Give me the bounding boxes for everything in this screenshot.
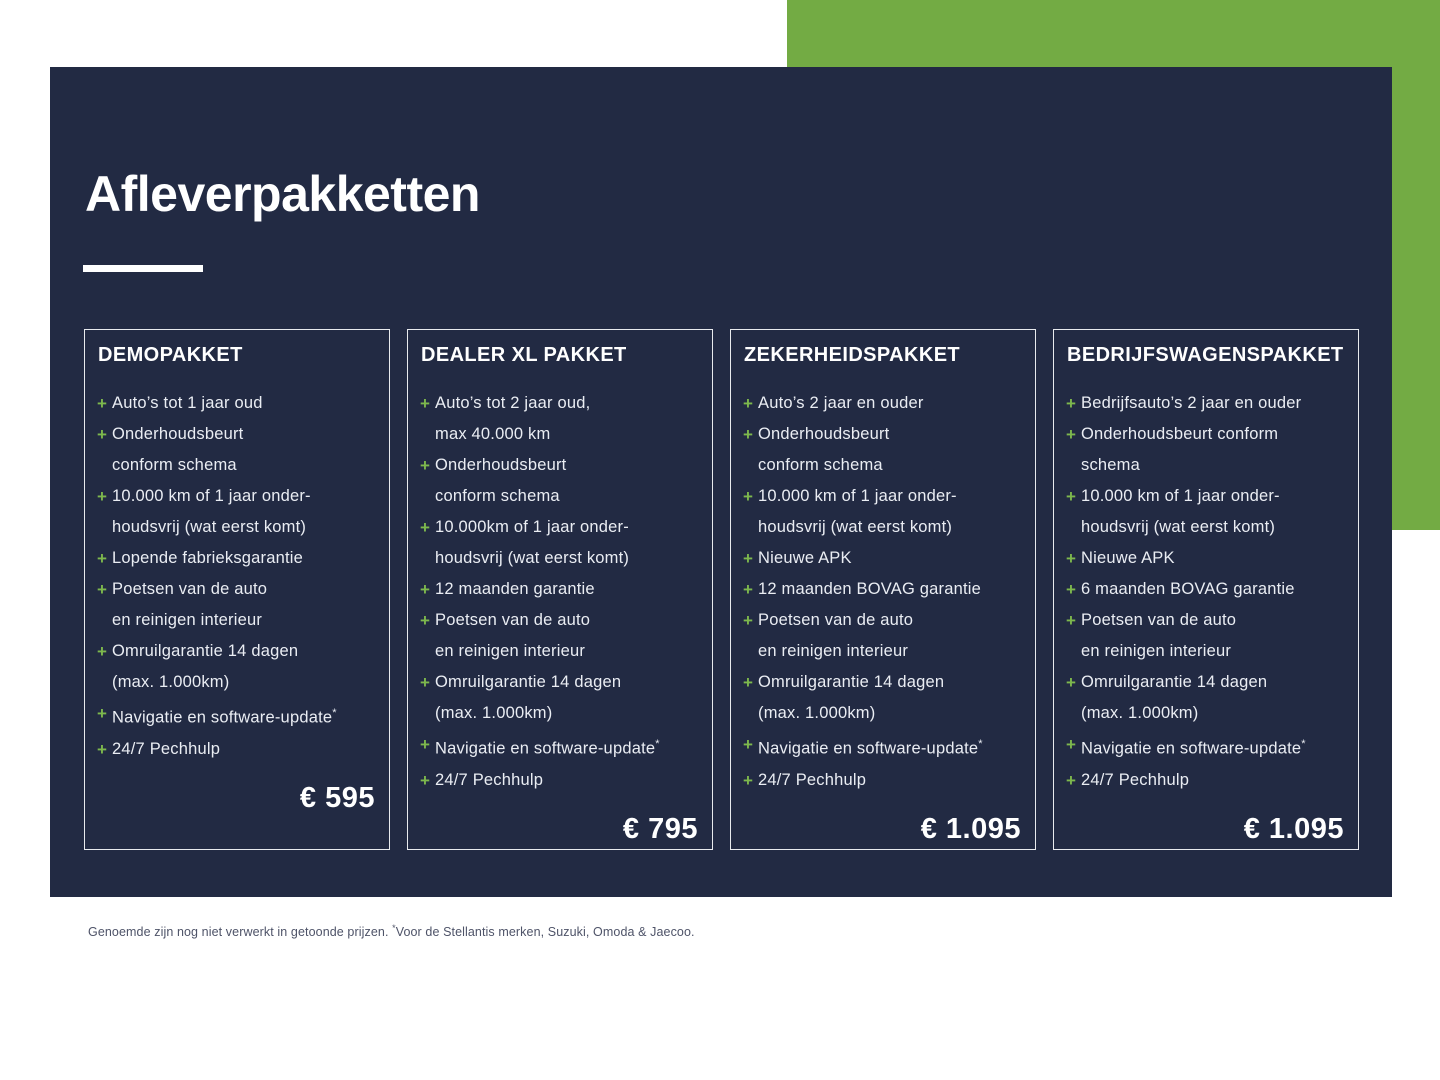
feature-text: [435, 574, 595, 605]
package-feature: [743, 574, 1023, 605]
package-feature: [743, 481, 1023, 543]
feature-line: Onderhoudsbeurt: [435, 456, 567, 474]
feature-text: [112, 543, 303, 574]
feature-line: 24/7 Pechhulp: [758, 770, 867, 789]
feature-line: Auto’s tot 2 jaar oud,: [435, 394, 591, 412]
feature-line: Onderhoudsbeurt: [112, 425, 244, 443]
feature-line: Omruilgarantie 14 dagen: [758, 673, 945, 691]
feature-line: 12 maanden garantie: [435, 580, 595, 598]
plus-icon: +: [1066, 770, 1076, 790]
feature-line: 10.000 km of 1 jaar onder-: [758, 487, 957, 505]
plus-icon: +: [1066, 394, 1076, 413]
package-feature: [743, 543, 1023, 574]
feature-line: houdsvrij (wat eerst komt): [758, 518, 953, 536]
package-feature: [1066, 481, 1346, 543]
feature-text: [435, 667, 621, 729]
plus-icon: +: [743, 580, 753, 599]
feature-line: houdsvrij (wat eerst komt): [1081, 518, 1276, 536]
feature-text: [1081, 574, 1295, 605]
feature-text: [1081, 388, 1301, 419]
plus-icon: +: [743, 770, 753, 790]
feature-line: Poetsen van de auto: [112, 580, 268, 598]
package-feature: [1066, 419, 1346, 481]
package-feature: [743, 667, 1023, 729]
package-feature-list: [97, 388, 377, 765]
feature-line: en reinigen interieur: [758, 642, 909, 660]
feature-line: Auto’s 2 jaar en ouder: [758, 394, 924, 412]
feature-line: (max. 1.000km): [1081, 704, 1199, 722]
plus-icon: +: [420, 580, 430, 599]
package-feature-list: [1066, 388, 1346, 796]
package-feature: [1066, 388, 1346, 419]
feature-line: Navigatie en software-update*: [435, 738, 660, 758]
feature-line: Onderhoudsbeurt conform: [1081, 425, 1279, 443]
feature-line: conform schema: [758, 456, 883, 474]
package-price: € 795: [622, 812, 698, 845]
feature-asterisk: *: [332, 707, 337, 719]
package-title: DEALER XL PAKKET: [421, 344, 627, 366]
feature-asterisk: *: [655, 738, 660, 750]
feature-text: [1081, 419, 1278, 481]
plus-icon: +: [97, 580, 107, 599]
plus-icon: +: [743, 394, 753, 413]
plus-icon: +: [1066, 549, 1076, 568]
package-feature: [420, 512, 700, 574]
feature-text: [1081, 543, 1175, 574]
feature-text: [112, 481, 311, 543]
package-feature: [97, 388, 377, 419]
feature-asterisk: *: [1301, 738, 1306, 750]
package-card: [407, 329, 713, 850]
plus-icon: +: [743, 425, 753, 444]
feature-line: Nieuwe APK: [758, 549, 852, 567]
package-price: € 595: [299, 781, 375, 814]
feature-line: Omruilgarantie 14 dagen: [112, 642, 299, 660]
feature-text: [435, 388, 590, 450]
feature-line: en reinigen interieur: [435, 642, 586, 660]
feature-text: [435, 450, 566, 512]
feature-text: [112, 574, 267, 636]
feature-line: max 40.000 km: [435, 425, 551, 443]
plus-icon: +: [97, 425, 107, 444]
footnote-text-pre: Genoemde zijn nog niet verwerkt in getoonde prijzen.: [88, 925, 393, 940]
package-feature: [743, 388, 1023, 419]
plus-icon: +: [1066, 735, 1076, 754]
feature-text: [758, 605, 913, 667]
plus-icon: +: [97, 739, 107, 759]
package-feature: [743, 729, 1023, 765]
footnote: [88, 923, 695, 939]
feature-text: [435, 605, 590, 667]
feature-text: [1081, 667, 1267, 729]
package-feature: [97, 636, 377, 698]
package-card: [1053, 329, 1359, 850]
feature-line: Navigatie en software-update*: [758, 738, 983, 758]
feature-line: 10.000 km of 1 jaar onder-: [1081, 487, 1280, 505]
package-cards: [84, 329, 1359, 850]
feature-text: [758, 574, 981, 605]
feature-text: [758, 388, 924, 419]
package-feature: [97, 543, 377, 574]
content-panel: [50, 67, 1392, 897]
plus-icon: +: [420, 456, 430, 475]
feature-text: [1081, 729, 1306, 765]
feature-text: [112, 388, 263, 419]
package-feature: [743, 765, 1023, 796]
feature-line: Omruilgarantie 14 dagen: [435, 673, 622, 691]
package-feature: [1066, 667, 1346, 729]
feature-text: [435, 765, 543, 796]
package-feature: [420, 605, 700, 667]
package-feature: [420, 729, 700, 765]
feature-text: [435, 729, 660, 765]
plus-icon: +: [97, 642, 107, 661]
feature-text: [758, 667, 944, 729]
feature-line: 12 maanden BOVAG garantie: [758, 580, 981, 598]
package-feature: [743, 419, 1023, 481]
plus-icon: +: [420, 518, 430, 537]
feature-line: conform schema: [112, 456, 237, 474]
feature-line: 24/7 Pechhulp: [112, 739, 221, 758]
feature-line: Auto’s tot 1 jaar oud: [112, 394, 263, 412]
package-feature: [420, 450, 700, 512]
package-card: [730, 329, 1036, 850]
plus-icon: +: [420, 394, 430, 413]
package-feature: [97, 574, 377, 636]
feature-text: [758, 419, 889, 481]
feature-line: Omruilgarantie 14 dagen: [1081, 673, 1268, 691]
plus-icon: +: [1066, 487, 1076, 506]
plus-icon: +: [743, 487, 753, 506]
feature-line: 24/7 Pechhulp: [1081, 770, 1190, 789]
plus-icon: +: [743, 611, 753, 630]
plus-icon: +: [1066, 580, 1076, 599]
feature-line: 6 maanden BOVAG garantie: [1081, 580, 1295, 598]
feature-line: Navigatie en software-update*: [1081, 738, 1306, 758]
feature-text: [1081, 605, 1236, 667]
footnote-asterisk: *: [392, 923, 396, 933]
feature-line: conform schema: [435, 487, 560, 505]
feature-line: Lopende fabrieksgarantie: [112, 549, 304, 567]
package-feature: [97, 698, 377, 734]
feature-line: 10.000km of 1 jaar onder-: [435, 518, 629, 536]
package-feature: [420, 765, 700, 796]
package-feature: [97, 419, 377, 481]
feature-text: [112, 734, 220, 765]
package-feature: [1066, 574, 1346, 605]
plus-icon: +: [97, 394, 107, 413]
feature-line: Onderhoudsbeurt: [758, 425, 890, 443]
package-feature: [1066, 729, 1346, 765]
package-card: [84, 329, 390, 850]
package-feature-list: [420, 388, 700, 796]
package-feature: [1066, 543, 1346, 574]
feature-text: [1081, 765, 1189, 796]
package-feature: [1066, 765, 1346, 796]
package-feature: [420, 574, 700, 605]
package-price: € 1.095: [1243, 812, 1344, 845]
feature-text: [758, 765, 866, 796]
package-price: € 1.095: [920, 812, 1021, 845]
package-feature: [97, 481, 377, 543]
package-feature: [743, 605, 1023, 667]
feature-line: 24/7 Pechhulp: [435, 770, 544, 789]
plus-icon: +: [97, 704, 107, 723]
package-feature: [1066, 605, 1346, 667]
feature-line: Nieuwe APK: [1081, 549, 1175, 567]
plus-icon: +: [420, 611, 430, 630]
package-feature: [420, 667, 700, 729]
feature-line: Poetsen van de auto: [1081, 611, 1237, 629]
plus-icon: +: [420, 735, 430, 754]
plus-icon: +: [1066, 611, 1076, 630]
package-title: BEDRIJFSWAGENSPAKKET: [1067, 344, 1344, 366]
plus-icon: +: [743, 735, 753, 754]
feature-line: schema: [1081, 456, 1140, 474]
feature-line: Poetsen van de auto: [758, 611, 914, 629]
feature-text: [758, 729, 983, 765]
feature-text: [112, 636, 298, 698]
feature-line: houdsvrij (wat eerst komt): [112, 518, 307, 536]
plus-icon: +: [420, 770, 430, 790]
feature-line: Poetsen van de auto: [435, 611, 591, 629]
footnote-text-post: Voor de Stellantis merken, Suzuki, Omoda & Jaecoo.: [395, 925, 695, 940]
plus-icon: +: [1066, 425, 1076, 444]
feature-text: [112, 419, 243, 481]
feature-text: [112, 698, 337, 734]
plus-icon: +: [743, 673, 753, 692]
feature-line: 10.000 km of 1 jaar onder-: [112, 487, 311, 505]
plus-icon: +: [743, 549, 753, 568]
plus-icon: +: [97, 487, 107, 506]
page-title: Afleverpakketten: [85, 166, 480, 222]
plus-icon: +: [420, 673, 430, 692]
feature-line: (max. 1.000km): [758, 704, 876, 722]
package-feature-list: [743, 388, 1023, 796]
feature-line: Bedrijfsauto’s 2 jaar en ouder: [1081, 394, 1302, 412]
plus-icon: +: [1066, 673, 1076, 692]
package-title: DEMOPAKKET: [98, 344, 243, 366]
feature-line: en reinigen interieur: [1081, 642, 1232, 660]
feature-text: [758, 543, 852, 574]
feature-line: (max. 1.000km): [435, 704, 553, 722]
package-feature: [420, 388, 700, 450]
plus-icon: +: [97, 549, 107, 568]
feature-text: [435, 512, 629, 574]
feature-line: houdsvrij (wat eerst komt): [435, 549, 630, 567]
feature-asterisk: *: [978, 738, 983, 750]
feature-line: (max. 1.000km): [112, 673, 230, 691]
feature-text: [758, 481, 957, 543]
feature-text: [1081, 481, 1280, 543]
feature-line: Navigatie en software-update*: [112, 707, 337, 727]
package-title: ZEKERHEIDSPAKKET: [744, 344, 961, 366]
title-underline: [83, 265, 203, 272]
feature-line: en reinigen interieur: [112, 611, 263, 629]
package-feature: [97, 734, 377, 765]
